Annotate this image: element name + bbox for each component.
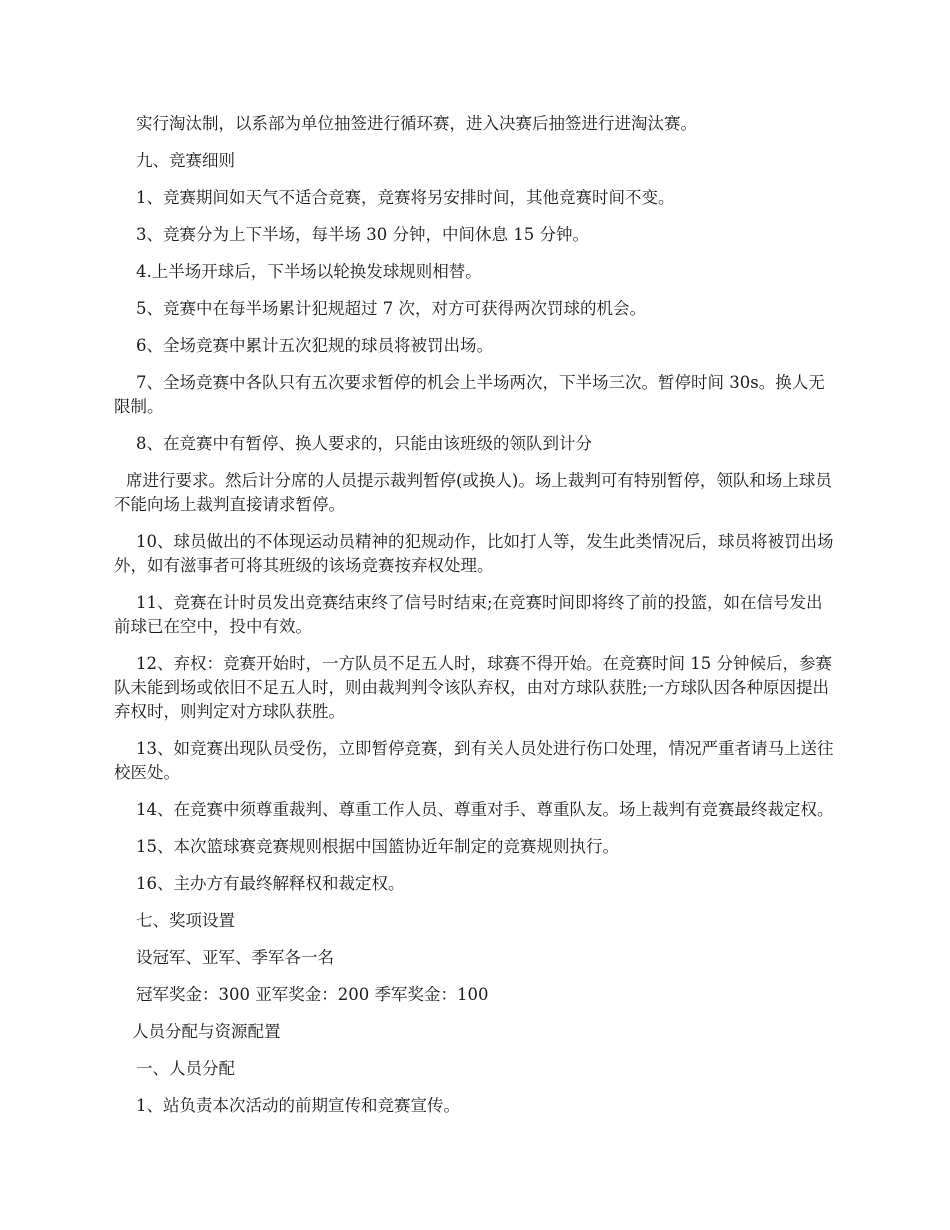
- rule-12: 12、弃权：竞赛开始时，一方队员不足五人时，球赛不得开始。在竞赛时间 15 分钟候后，参赛队未能到场或依旧不足五人时，则由裁判判令该队弃权，由对方球队获胜;一方球队因各种原因提出弃权时，则判定对方球队获胜。: [114, 654, 832, 721]
- rule-1: 1、竞赛期间如天气不适合竞赛，竞赛将另安排时间，其他竞赛时间不变。: [136, 188, 675, 207]
- staffing-item-1: 1、站负责本次活动的前期宣传和竞赛宣传。: [136, 1096, 460, 1115]
- paragraph-competition-format: 实行淘汰制，以系部为单位抽签进行循环赛，进入决赛后抽签进行进淘汰赛。: [136, 114, 697, 133]
- rule-5: 5、竞赛中在每半场累计犯规超过 7 次，对方可获得两次罚球的机会。: [136, 299, 646, 318]
- rule-11: 11、竞赛在计时员发出竞赛结束终了信号时结束;在竞赛时间即将终了前的投篮，如在信号发出前球已在空中，投中有效。: [114, 593, 823, 636]
- rule-8-continued: 席进行要求。然后计分席的人员提示裁判暂停(或换人)。场上裁判可有特别暂停，领队和场上球员不能向场上裁判直接请求暂停。: [114, 471, 832, 514]
- rule-7: 7、全场竞赛中各队只有五次要求暂停的机会上半场两次，下半场三次。暂停时间 30s。换人无限制。: [114, 373, 825, 416]
- awards-prize-money: 冠军奖金：300 亚军奖金：200 季军奖金：100: [136, 985, 489, 1004]
- rule-3: 3、竞赛分为上下半场，每半场 30 分钟，中间休息 15 分钟。: [136, 225, 589, 244]
- heading-staffing-resources: 人员分配与资源配置: [132, 1022, 281, 1041]
- heading-competition-rules: 九、竞赛细则: [136, 151, 235, 170]
- rule-4: 4.上半场开球后，下半场以轮换发球规则相替。: [136, 262, 482, 281]
- rule-13: 13、如竞赛出现队员受伤，立即暂停竞赛，到有关人员处进行伤口处理，情况严重者请马上送往校医处。: [114, 739, 834, 782]
- heading-awards: 七、奖项设置: [136, 911, 235, 930]
- heading-staffing: 一、人员分配: [136, 1059, 235, 1078]
- rule-8: 8、在竞赛中有暂停、换人要求的，只能由该班级的领队到计分: [136, 434, 592, 453]
- rule-16: 16、主办方有最终解释权和裁定权。: [136, 874, 405, 893]
- rule-14: 14、在竞赛中须尊重裁判、尊重工作人员、尊重对手、尊重队友。场上裁判有竞赛最终裁定权。: [136, 800, 834, 819]
- rule-15: 15、本次篮球赛竞赛规则根据中国篮协近年制定的竞赛规则执行。: [136, 837, 619, 856]
- awards-setup: 设冠军、亚军、季军各一名: [136, 948, 334, 967]
- document-body: [114, 112, 834, 1131]
- rule-10: 10、球员做出的不体现运动员精神的犯规动作，比如打人等，发生此类情况后，球员将被罚出场外，如有滋事者可将其班级的该场竞赛按弃权处理。: [114, 532, 834, 575]
- rule-6: 6、全场竞赛中累计五次犯规的球员将被罚出场。: [136, 336, 493, 355]
